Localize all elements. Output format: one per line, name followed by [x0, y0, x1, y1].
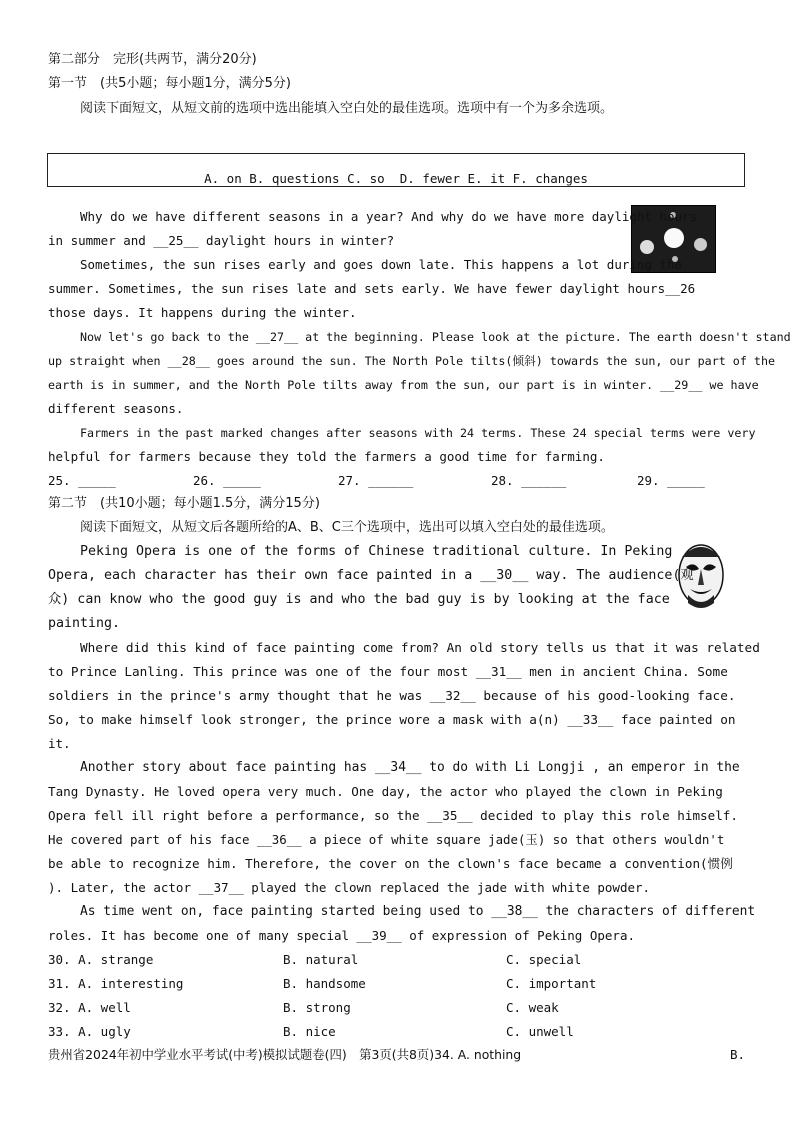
p2-line-6: to Prince Lanling. This prince was one of the four most __31__ men in ancient China. Some: [48, 664, 728, 679]
section1-title: 第一节 (共5小题；每小题1分，满分5分): [48, 76, 291, 91]
choice-32-c: C. weak: [506, 1000, 559, 1015]
section1-instructions: 阅读下面短文，从短文前的选项中选出能填入空白处的最佳选项。选项中有一个为多余选项。: [80, 101, 614, 116]
p2-line-5: Where did this kind of face painting come from? An old story tells us that it was related: [80, 640, 760, 655]
p1-line-4: summer. Sometimes, the sun rises late and sets early. We have fewer daylight hours__26: [48, 281, 696, 296]
p1-line-5: those days. It happens during the winter.: [48, 305, 357, 320]
p2-line-17: roles. It has become one of many special __39__ of expression of Peking Opera.: [48, 928, 635, 943]
p2-line-3: 众) can know who the good guy is and who the bad guy is by looking at the face: [48, 592, 670, 607]
choice-33-b: B. nice: [283, 1024, 336, 1039]
choice-32-b: B. strong: [283, 1000, 351, 1015]
p2-line-9: it.: [48, 736, 71, 751]
planet-left: [640, 240, 654, 254]
p1-line-3: Sometimes, the sun rises early and goes down late. This happens a lot during the: [80, 257, 683, 272]
p2-line-2: Opera, each character has their own face painted in a __30__ way. The audience(观: [48, 568, 694, 583]
choice-33-a: 33. A. ugly: [48, 1024, 131, 1039]
p2-line-8: So, to make himself look stronger, the prince wore a mask with a(n) __33__ face painted on: [48, 712, 736, 727]
choice-32-a: 32. A. well: [48, 1000, 131, 1015]
p2-line-1: Peking Opera is one of the forms of Chinese traditional culture. In Peking: [80, 544, 673, 559]
p1-line-11: helpful for farmers because they told the farmers a good time for farming.: [48, 449, 605, 464]
part-title: 第二部分 完形(共两节，满分20分): [48, 52, 257, 67]
answer-28: 28. ______: [491, 473, 567, 488]
choice-31-a: 31. A. interesting: [48, 976, 184, 991]
p1-line-9: different seasons.: [48, 401, 184, 416]
p2-line-4: painting.: [48, 616, 121, 631]
p2-line-16: As time went on, face painting started being used to __38__ the characters of different: [80, 904, 756, 919]
choice-30-a: 30. A. strange: [48, 952, 154, 967]
answer-27: 27. ______: [338, 473, 414, 488]
choice-30-c: C. special: [506, 952, 582, 967]
p2-line-15: ). Later, the actor __37__ played the clown replaced the jade with white powder.: [48, 880, 651, 895]
p2-line-11: Tang Dynasty. He loved opera very much. One day, the actor who played the clown in Peking: [48, 784, 723, 799]
p2-line-14: be able to recognize him. Therefore, the cover on the clown's face became a convention(惯例: [48, 856, 733, 871]
choice-33-c: C. unwell: [506, 1024, 574, 1039]
sun-icon: [664, 228, 684, 248]
planet-right: [694, 238, 707, 251]
section2-instructions: 阅读下面短文，从短文后各题所给的A、B、C三个选项中，选出可以填入空白处的最佳选项。: [80, 520, 614, 535]
p1-line-10: Farmers in the past marked changes after seasons with 24 terms. These 24 special terms were very: [80, 426, 756, 440]
answer-25: 25. _____: [48, 473, 116, 488]
choice-34-b-label: B.: [730, 1047, 746, 1062]
p1-line-2: in summer and __25__ daylight hours in winter?: [48, 233, 395, 248]
section2-title: 第二节 (共10小题；每小题1.5分，满分15分): [48, 496, 320, 511]
p2-line-7: soldiers in the prince's army thought that he was __32__ because of his good-looking face.: [48, 688, 736, 703]
answer-29: 29. _____: [637, 473, 705, 488]
choice-31-b: B. handsome: [283, 976, 366, 991]
p1-line-8: earth is in summer, and the North Pole tilts away from the sun, our part is in winter. __29__ we have: [48, 378, 759, 392]
p2-line-12: Opera fell ill right before a performance, so the __35__ decided to play this role himself.: [48, 808, 738, 823]
options-box: [47, 153, 745, 187]
p1-line-6: Now let's go back to the __27__ at the beginning. Please look at the picture. The earth doesn't stand: [80, 330, 791, 344]
page-footer: 贵州省2024年初中学业水平考试(中考)模拟试题卷(四) 第3页(共8页)34. A. nothing: [48, 1047, 522, 1062]
choice-30-b: B. natural: [283, 952, 359, 967]
p1-line-7: up straight when __28__ goes around the sun. The North Pole tilts(倾斜) towards the sun, our part of the: [48, 354, 776, 368]
p1-line-1: Why do we have different seasons in a year? And why do we have more daylight hours: [80, 209, 698, 224]
p2-line-10: Another story about face painting has __34__ to do with Li Longji , an emperor in the: [80, 760, 740, 775]
choice-31-c: C. important: [506, 976, 597, 991]
options-line: A. on B. questions C. so D. fewer E. it F. changes: [204, 171, 588, 186]
p2-line-13: He covered part of his face __36__ a piece of white square jade(玉) so that others wouldn't: [48, 832, 725, 847]
answer-26: 26. _____: [193, 473, 261, 488]
